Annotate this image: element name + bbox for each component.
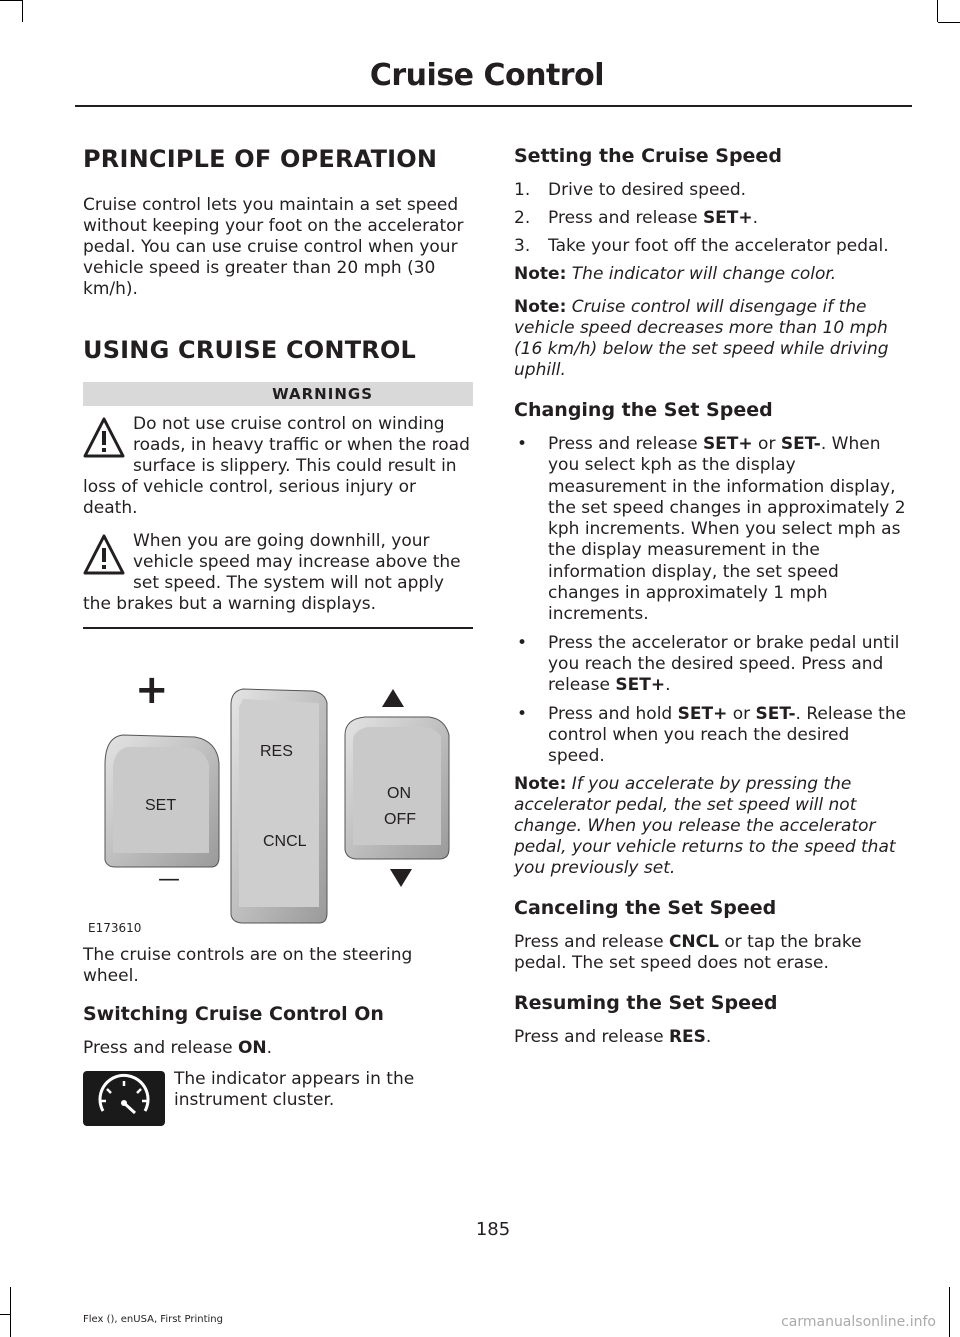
warning-block	[83, 531, 473, 615]
right-column	[514, 145, 909, 1060]
on-label: ON	[387, 785, 411, 802]
list-item: • Press the accelerator or brake pedal until you reach the desired speed. Press and release SET+.	[517, 632, 900, 696]
list-item: 2. Press and release SET+.	[514, 208, 759, 228]
arrow-up-icon	[382, 689, 404, 707]
header-rule	[75, 105, 912, 107]
switching-heading: Switching Cruise Control On	[83, 1003, 384, 1025]
list-item: 3. Take your foot off the accelerator pedal.	[514, 236, 889, 256]
list-item: 1. Drive to desired speed.	[514, 180, 747, 200]
warning-triangle-icon	[83, 416, 125, 460]
warning-rule	[83, 627, 473, 629]
crop-mark	[949, 1287, 950, 1337]
cncl-label: CNCL	[263, 833, 307, 850]
page-number: 185	[475, 1219, 511, 1240]
list-item: • Press and release SET+ or SET-. When you select kph as the display measurement in the information display, the set speed changes in approximately 2 kph increments. When you select mph as the display measurement in the information display, the set speed changes in approximately 1 mph increments.	[517, 434, 906, 625]
crop-mark	[0, 0, 22, 1]
switching-text: Press and release ON.	[83, 1038, 273, 1058]
controls-text: The cruise controls are on the steering wheel.	[83, 945, 413, 986]
arrow-down-icon	[390, 869, 412, 887]
crop-mark	[0, 1314, 10, 1315]
cruise-control-speedometer-icon	[83, 1071, 165, 1126]
canceling-heading: Canceling the Set Speed	[514, 897, 777, 920]
resuming-heading: Resuming the Set Speed	[514, 992, 778, 1015]
note: Note: Cruise control will disengage if the vehicle speed decreases more than 10 mph (16 km/h) below the set speed while driving uphill.	[514, 297, 889, 380]
warning-text: Do not use cruise control on winding roads, in heavy traffic or when the road surface is slippery. This could result in loss of vehicle control, serious injury or death.	[83, 414, 470, 518]
minus-symbol: —	[158, 867, 180, 892]
warning-block	[83, 414, 473, 519]
page-header-title: Cruise Control	[369, 58, 604, 93]
steps-list	[514, 180, 909, 257]
cruise-control-buttons-figure	[83, 645, 473, 945]
changing-heading: Changing the Set Speed	[514, 399, 773, 421]
warning-text: When you are going downhill, your vehicle speed may increase above the set speed. The system will not apply the brakes but a warning displays.	[83, 531, 461, 614]
crop-mark	[22, 0, 23, 22]
plus-symbol: +	[135, 667, 169, 713]
set-label: SET	[145, 797, 177, 814]
watermark: carmanualsonline.info	[781, 1314, 936, 1330]
crop-mark	[937, 0, 938, 22]
warnings-label: WARNINGS	[83, 382, 473, 406]
left-column	[83, 145, 473, 1129]
using-heading: USING CRUISE CONTROL	[83, 336, 417, 364]
principle-heading: PRINCIPLE OF OPERATION	[83, 145, 438, 173]
canceling-text: Press and release CNCL or tap the brake pedal. The set speed does not erase.	[514, 932, 862, 974]
changing-list	[514, 434, 909, 767]
list-item: • Press and hold SET+ or SET-. Release the control when you reach the desired speed.	[517, 703, 907, 767]
note: Note: If you accelerate by pressing the accelerator pedal, the set speed will not change. When you release the accelerator pedal, your vehicle returns to the speed that you previously set.	[514, 774, 896, 879]
principle-text: Cruise control lets you maintain a set speed without keeping your foot on the accelerator pedal. You can use cruise control when your vehicle speed is greater than 20 mph (30 km/h).	[83, 195, 464, 299]
figure-code: E173610	[88, 921, 142, 935]
crop-mark	[10, 1287, 11, 1337]
note: Note: The indicator will change color.	[514, 264, 837, 284]
setting-heading: Setting the Cruise Speed	[514, 145, 782, 167]
res-label: RES	[260, 743, 293, 760]
indicator-row	[83, 1069, 473, 1129]
footer-text: Flex (), enUSA, First Printing	[83, 1314, 223, 1325]
warning-triangle-icon	[83, 533, 125, 577]
off-label: OFF	[384, 811, 416, 828]
indicator-text: The indicator appears in the instrument cluster.	[174, 1069, 415, 1110]
crop-mark	[938, 22, 960, 23]
resuming-text: Press and release RES.	[514, 1027, 712, 1048]
